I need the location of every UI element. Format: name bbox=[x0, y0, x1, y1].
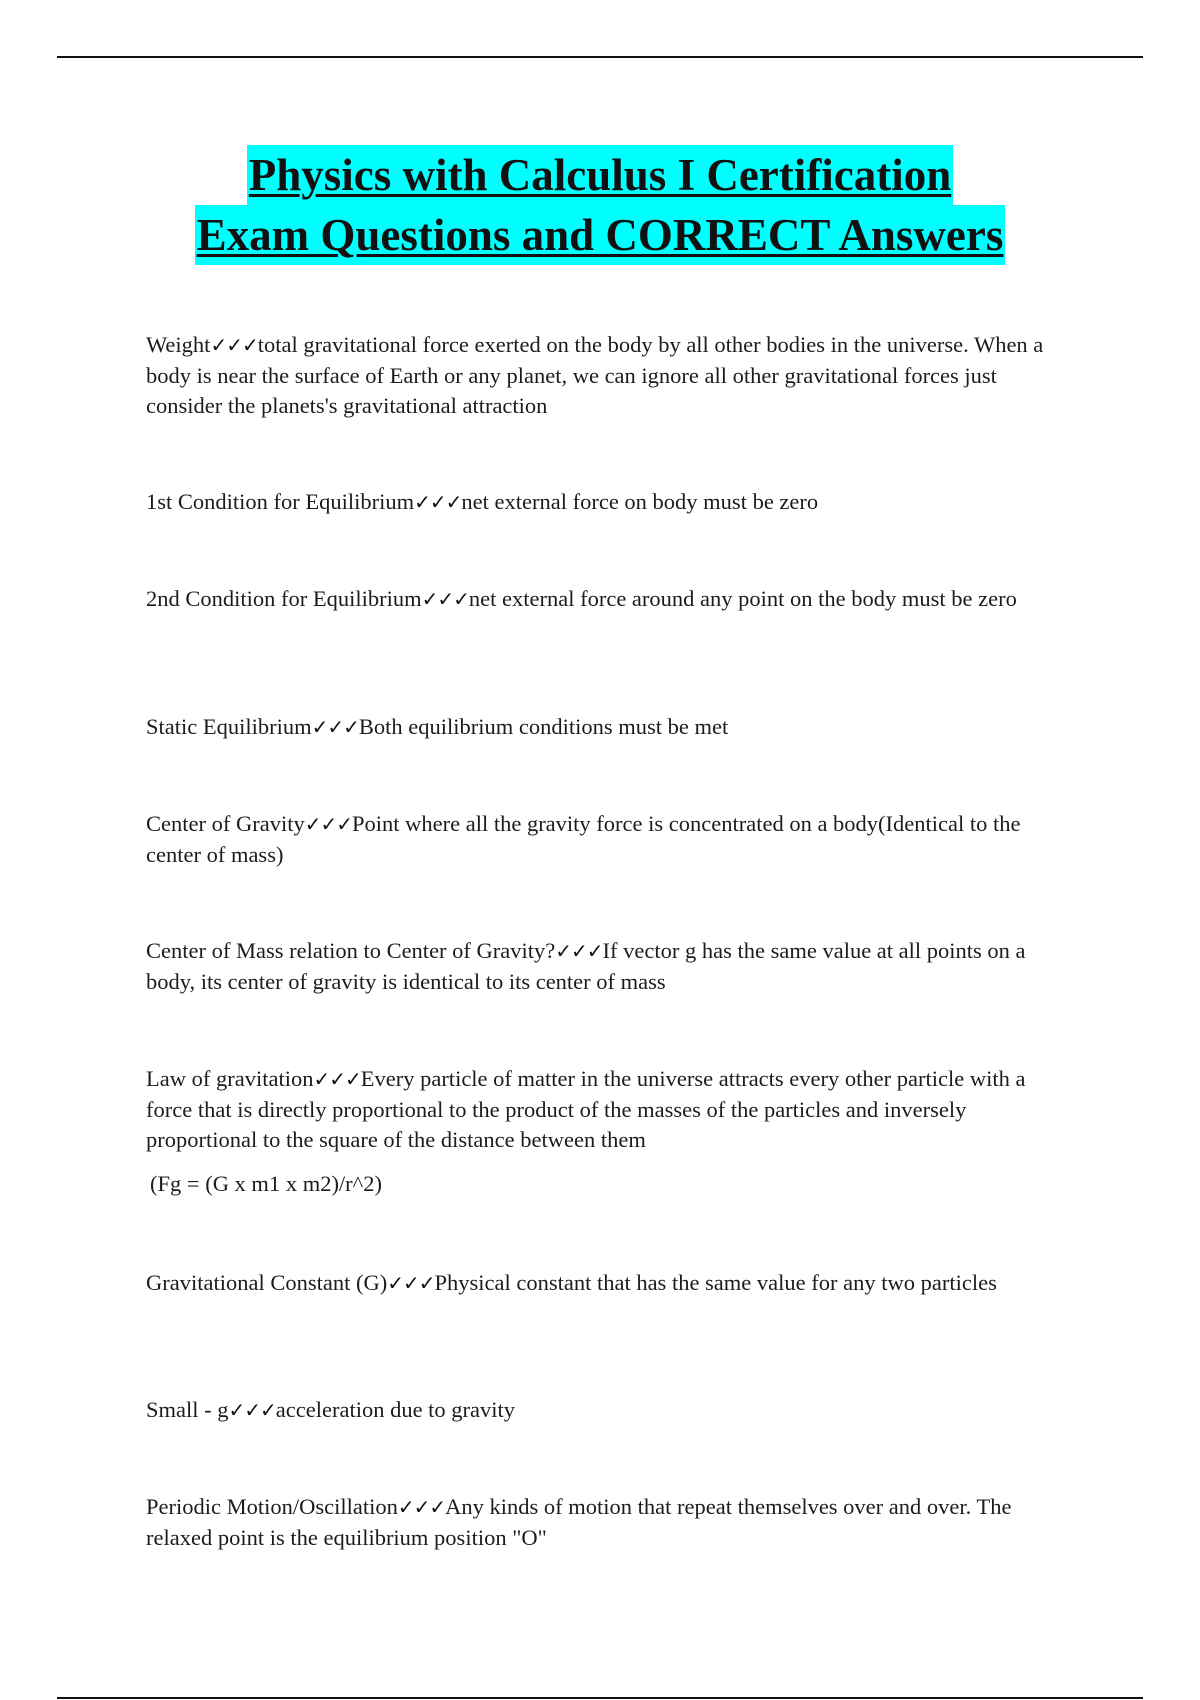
checkmarks-icon: ✓✓✓ bbox=[387, 1271, 435, 1295]
entry-term: Weight bbox=[146, 332, 211, 357]
qa-entry-periodic-motion bbox=[146, 1492, 1066, 1553]
entry-term: Periodic Motion/Oscillation bbox=[146, 1494, 398, 1519]
entry-definition: acceleration due to gravity bbox=[275, 1397, 516, 1422]
entry-definition: Point where all the gravity force is concentrated on a body(Identical to the center of mass) bbox=[146, 811, 1021, 867]
entry-term: 2nd Condition for Equilibrium bbox=[146, 586, 422, 611]
gravitation-formula: (Fg = (G x m1 x m2)/r^2) bbox=[150, 1171, 382, 1196]
qa-entry-second-condition bbox=[146, 584, 1066, 615]
checkmarks-icon: ✓✓✓ bbox=[210, 333, 258, 357]
qa-entry-law-of-gravitation bbox=[146, 1064, 1066, 1156]
qa-entry-small-g bbox=[146, 1395, 1066, 1426]
qa-entry-first-condition bbox=[146, 487, 1066, 518]
entry-term: Gravitational Constant (G) bbox=[146, 1270, 388, 1295]
entry-definition: net external force around any point on the body must be zero bbox=[468, 586, 1017, 611]
checkmarks-icon: ✓✓✓ bbox=[304, 812, 352, 836]
checkmarks-icon: ✓✓✓ bbox=[421, 587, 469, 611]
top-rule bbox=[57, 56, 1143, 58]
checkmarks-icon: ✓✓✓ bbox=[311, 715, 359, 739]
qa-entry-weight bbox=[146, 330, 1066, 422]
entry-definition: If vector g has the same value at all points on a body, its center of gravity is identical to its center of mass bbox=[146, 938, 1026, 994]
checkmarks-icon: ✓✓✓ bbox=[397, 1495, 446, 1519]
entry-definition: total gravitational force exerted on the body by all other bodies in the universe. When a body is near the surface of Earth or any planet, we can ignore all other gravitational forces just consider the planets's gravitational attraction bbox=[146, 332, 1044, 418]
entry-definition: net external force on body must be zero bbox=[461, 489, 819, 514]
entry-definition: Physical constant that has the same value for any two particles bbox=[434, 1270, 997, 1295]
title-line-1: Physics with Calculus I Certification bbox=[247, 145, 954, 205]
entry-definition: Every particle of matter in the universe attracts every other particle with a force that is directly proportional to the product of the masses of the particles and inversely proportional to the square of the distance between them bbox=[146, 1066, 1026, 1152]
entry-term: Center of Gravity bbox=[146, 811, 305, 836]
checkmarks-icon: ✓✓✓ bbox=[555, 939, 603, 963]
checkmarks-icon: ✓✓✓ bbox=[414, 490, 462, 514]
entry-definition: Any kinds of motion that repeat themselves over and over. The relaxed point is the equilibrium position "O" bbox=[146, 1494, 1012, 1550]
document-title bbox=[0, 145, 1200, 265]
title-line-2: Exam Questions and CORRECT Answers bbox=[195, 205, 1006, 265]
bottom-rule bbox=[57, 1697, 1143, 1699]
qa-entry-gravitational-constant bbox=[146, 1268, 1066, 1299]
qa-entry-static-equilibrium bbox=[146, 712, 1066, 743]
entry-term: Law of gravitation bbox=[146, 1066, 314, 1091]
entry-term: Center of Mass relation to Center of Gravity? bbox=[146, 938, 556, 963]
entry-term: Static Equilibrium bbox=[146, 714, 312, 739]
entry-definition: Both equilibrium conditions must be met bbox=[358, 714, 729, 739]
checkmarks-icon: ✓✓✓ bbox=[228, 1398, 276, 1422]
entry-term: 1st Condition for Equilibrium bbox=[146, 489, 415, 514]
checkmarks-icon: ✓✓✓ bbox=[313, 1067, 361, 1091]
entry-term: Small - g bbox=[146, 1397, 229, 1422]
qa-entry-center-of-gravity bbox=[146, 809, 1066, 870]
qa-entry-center-of-mass bbox=[146, 936, 1066, 997]
